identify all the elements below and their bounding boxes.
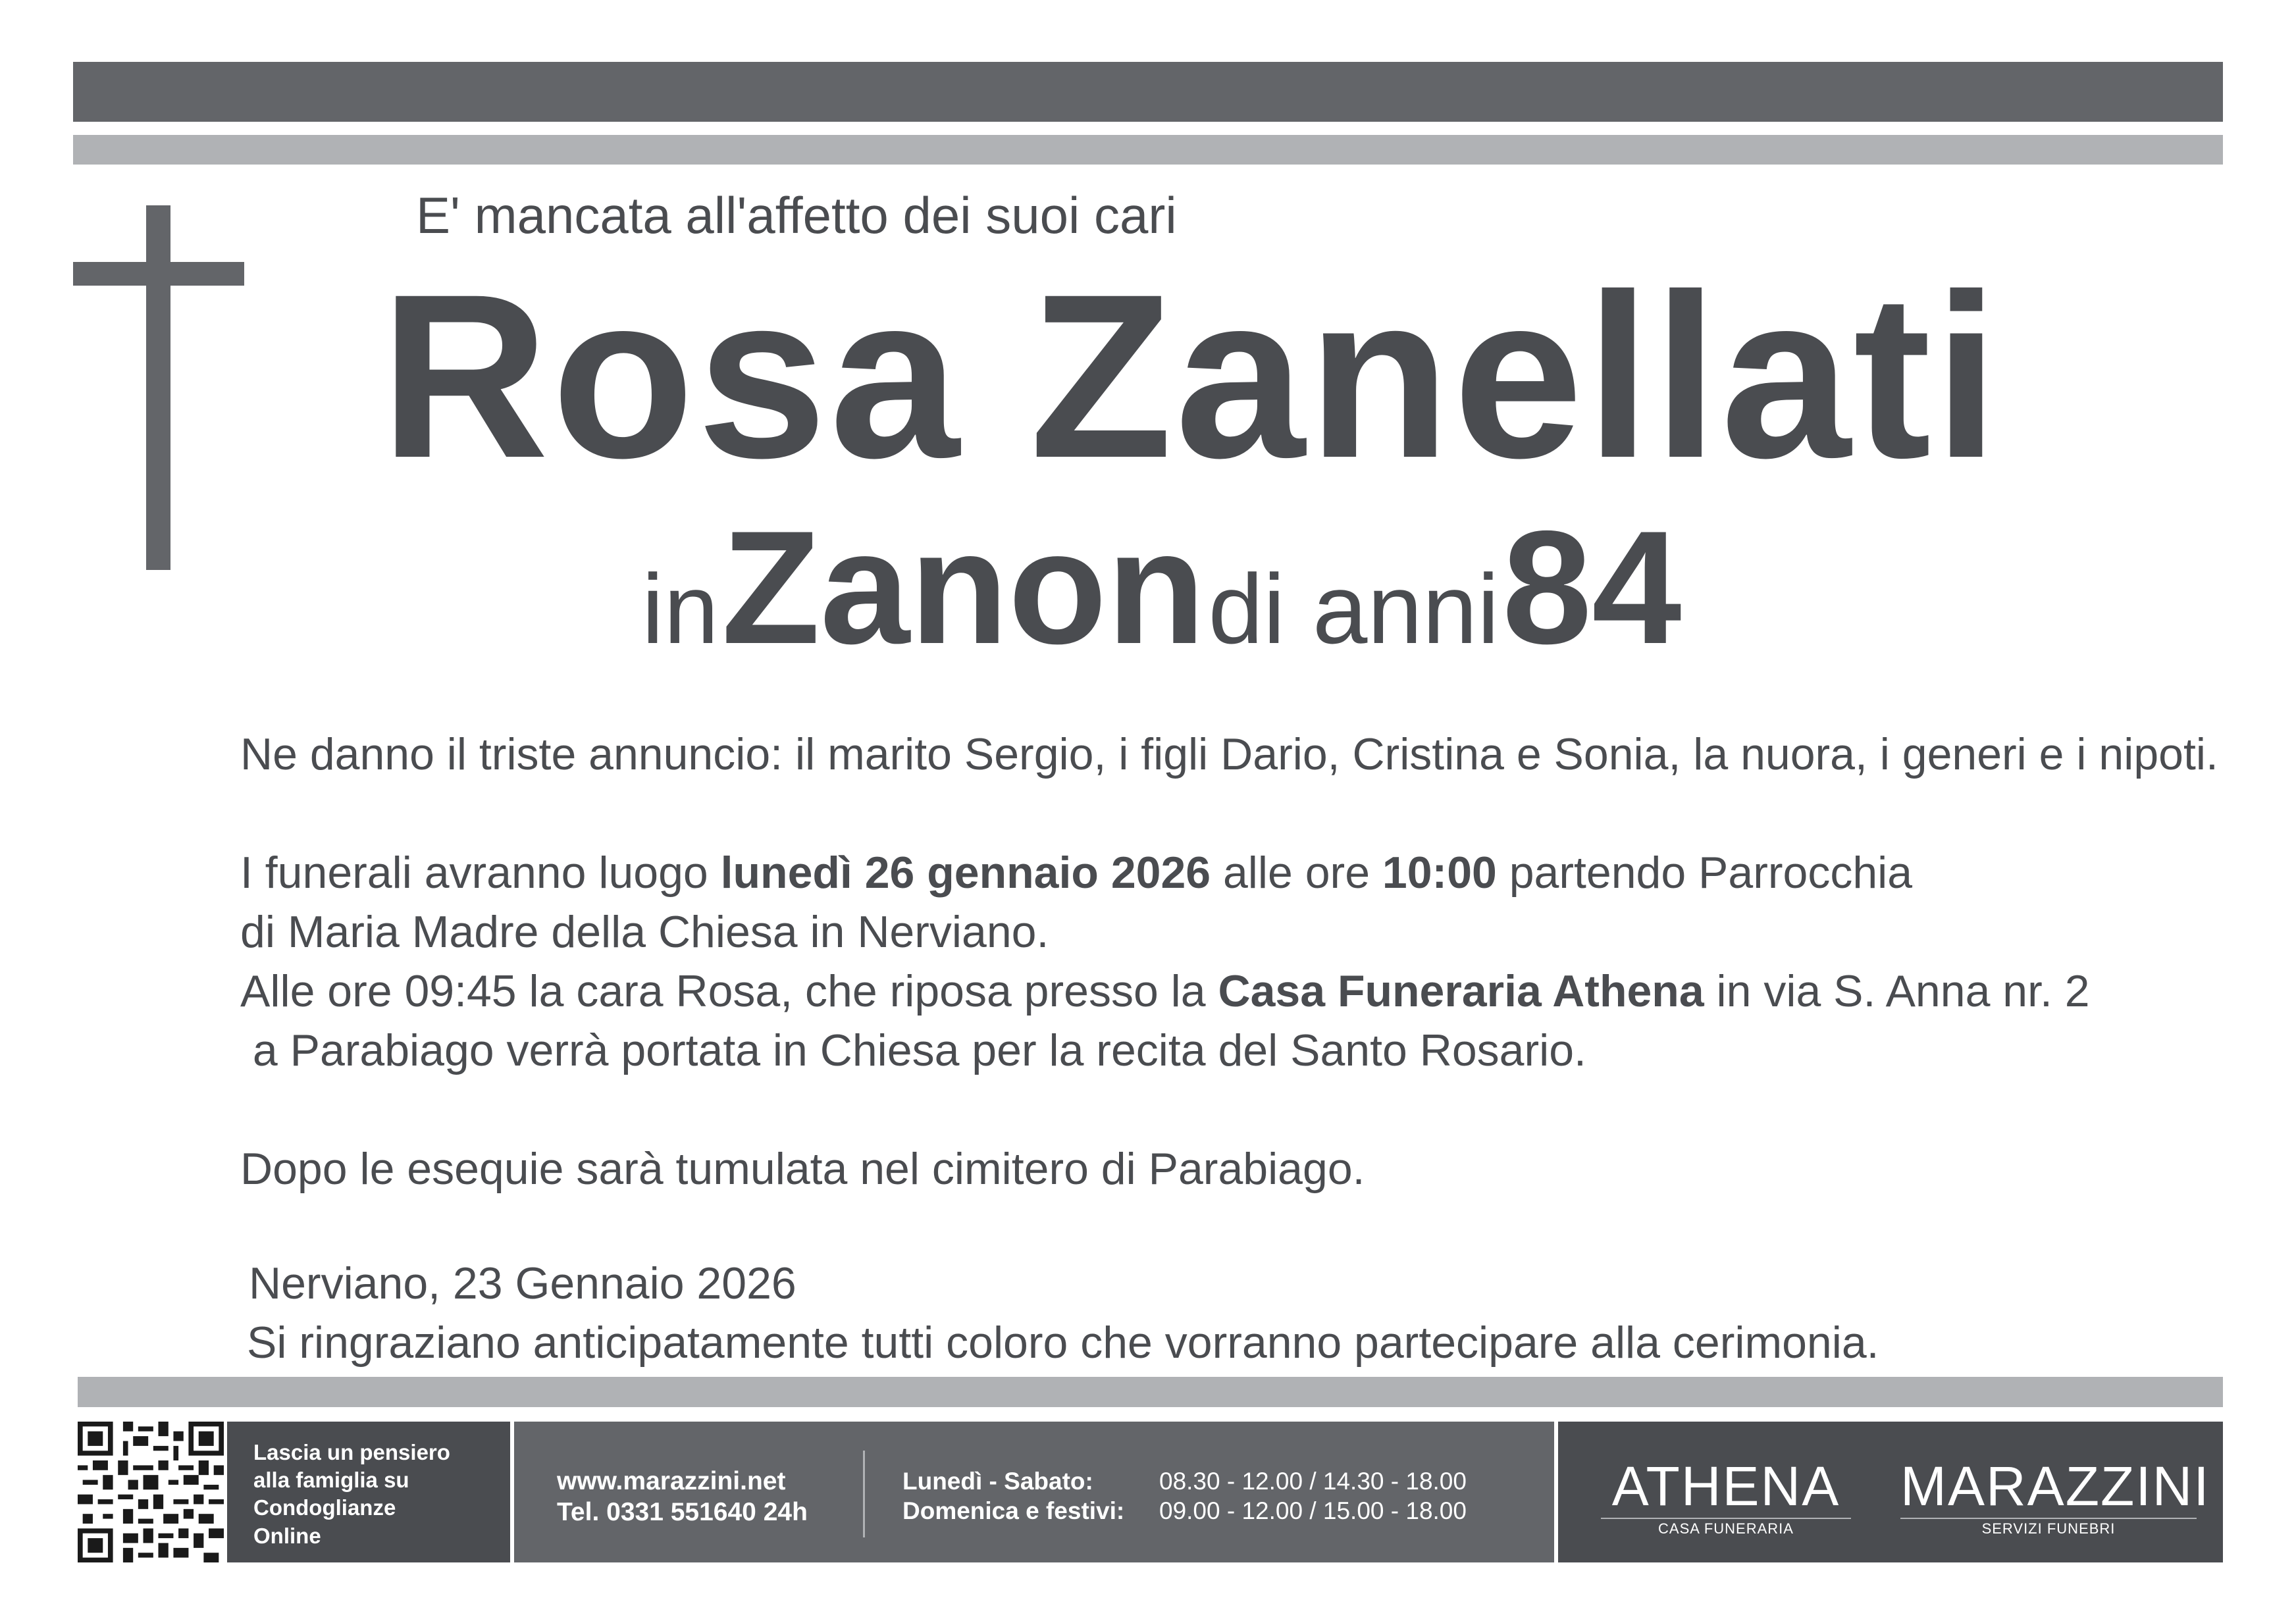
rosary-line-2: a Parabiago verrà portata in Chiesa per la recita del Santo Rosario. xyxy=(240,1025,1586,1075)
marazzini-name: MARAZZINI xyxy=(1900,1455,2210,1517)
marazzini-logo xyxy=(1900,1455,2210,1537)
intro-text: E' mancata all'affetto dei suoi cari xyxy=(416,186,1177,244)
deceased-name: Rosa Zanellati xyxy=(380,246,2002,507)
opening-hours xyxy=(1159,1466,1467,1526)
athena-subtitle: CASA FUNERARIA xyxy=(1601,1518,1851,1537)
hours-weekend: 09.00 - 12.00 / 15.00 - 18.00 xyxy=(1159,1497,1467,1525)
days-weekend: Domenica e festivi: xyxy=(902,1497,1125,1525)
rosary-place: Casa Funeraria Athena xyxy=(1218,966,1704,1016)
age-value: 84 xyxy=(1502,497,1682,677)
condolences-panel[interactable] xyxy=(227,1422,510,1562)
contact-panel xyxy=(514,1422,1554,1562)
athena-logo xyxy=(1601,1455,1851,1537)
place-date: Nerviano, 23 Gennaio 2026 xyxy=(249,1258,796,1308)
funeral-line-2: di Maria Madre della Chiesa in Nerviano. xyxy=(240,907,1049,957)
website-link[interactable]: www.marazzini.net xyxy=(557,1467,786,1495)
funeral-time: 10:00 xyxy=(1382,848,1497,898)
qr-code-icon[interactable] xyxy=(78,1422,224,1562)
contact-info xyxy=(557,1466,808,1528)
marazzini-subtitle: SERVIZI FUNEBRI xyxy=(1900,1518,2197,1537)
opening-days xyxy=(902,1466,1124,1526)
age-prefix: di anni xyxy=(1208,554,1500,664)
top-band-dark xyxy=(73,62,2223,122)
bottom-band-light xyxy=(78,1377,2223,1407)
hours-weekday: 08.30 - 12.00 / 14.30 - 18.00 xyxy=(1159,1468,1467,1495)
phone-number[interactable]: Tel. 0331 551640 24h xyxy=(557,1497,808,1526)
footer xyxy=(78,1422,2223,1562)
family-announcement: Ne danno il triste annuncio: il marito Sergio, i figli Dario, Cristina e Sonia, la nuora, i generi e i nipoti. xyxy=(240,729,2218,779)
thanks-text: Si ringraziano anticipatamente tutti coloro che vorranno partecipare alla cerimonia. xyxy=(247,1318,1879,1368)
athena-name: ATHENA xyxy=(1611,1455,1840,1517)
funeral-date: lunedì 26 gennaio 2026 xyxy=(720,848,1211,898)
top-band-light xyxy=(73,135,2223,165)
married-name-age-line xyxy=(642,497,1682,677)
married-name: Zanon xyxy=(721,497,1206,677)
rosary-line-1: Alle ore 09:45 la cara Rosa, che riposa presso la Casa Funeraria Athena in via S. Anna nr. 2 xyxy=(240,966,2090,1016)
divider xyxy=(863,1451,865,1537)
condolences-text: Lascia un pensiero alla famiglia su Condoglianze Online xyxy=(253,1440,450,1548)
in-word: in xyxy=(642,554,719,664)
funeral-line-1: I funerali avranno luogo lunedì 26 gennaio 2026 alle ore 10:00 partendo Parrocchia xyxy=(240,848,1913,898)
burial-text: Dopo le esequie sarà tumulata nel cimitero di Parabiago. xyxy=(240,1144,1365,1194)
brand-panel xyxy=(1558,1422,2223,1562)
days-weekday: Lunedì - Sabato: xyxy=(902,1468,1093,1495)
